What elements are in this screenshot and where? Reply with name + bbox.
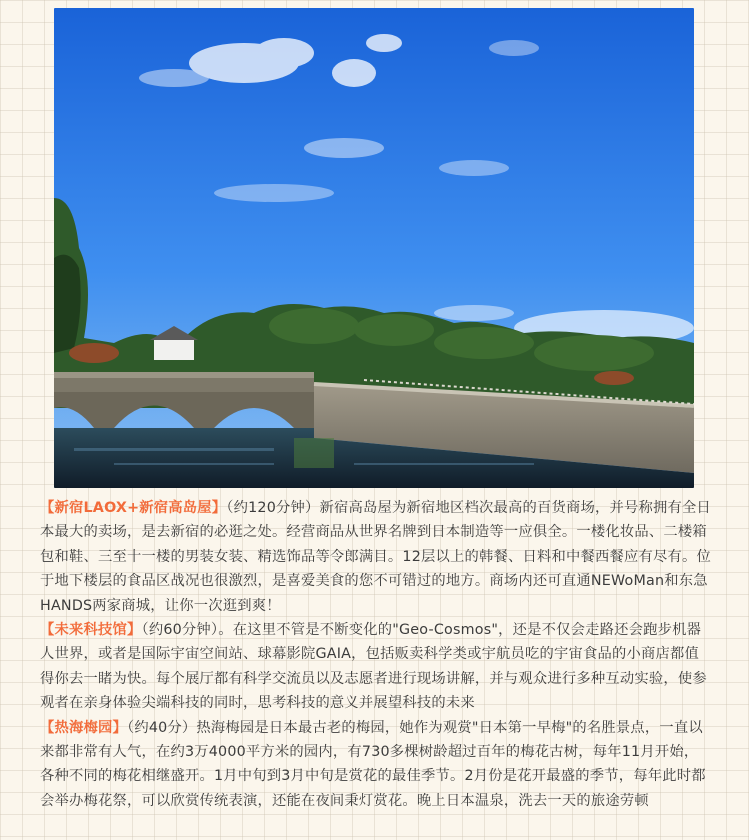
section-heading: 【新宿LAOX+新宿高岛屋】 xyxy=(40,500,227,516)
section-body: （约60分钟）。在这里不管是不断变化的"Geo-Cosmos"，还是不仅会走路还会跑步机器人世界，或者是国际宇宙空间站、球幕影院GAIA，包括贩卖科学类或宇航员吃的宇宙食品的小商店都值得你去一睹为快。每个展厅都有科学交流员以及志愿者进行现场讲解，并与观众进行多种互动实验，使参观者在亲身体验尖端科技的同时，思考科技的意义并展望科技的未来 xyxy=(40,622,707,712)
section-heading: 【未来科技馆】 xyxy=(40,622,142,639)
section-atami-baien xyxy=(40,716,712,814)
section-body: （约120分钟）新宿高岛屋为新宿地区档次最高的百货商场，并号称拥有全日本最大的卖场，是去新宿的必逛之处。经营商品从世界名牌到日本制造等一应俱全。一楼化妆品、二楼箱包和鞋、三至十一楼的男装女装、精选饰品等令郎满目。12层以上的韩餐、日料和中餐西餐应有尽有。位于地下楼层的食品区战况也很激烈，是喜爱美食的您不可错过的地方。商场内还可直通NEWoMan和东急HANDS两家商城，让你一次逛到爽！ xyxy=(40,500,711,614)
section-heading: 【热海梅园】 xyxy=(40,719,127,736)
section-body: （约40分）热海梅园是日本最古老的梅园，她作为观赏"日本第一早梅"的名胜景点，一直以来都非常有人气，在约3万4000平方米的园内，有730多棵树龄超过百年的梅花古树，每年11月开始，各种不同的梅花相继盛开。1月中旬到3月中旬是赏花的最佳季节。2月份是花开最盛的季节，每年此时都会举办梅花祭，可以欣赏传统表演，还能在夜间秉灯赏花。晚上日本温泉，洗去一天的旅途劳顿 xyxy=(40,719,706,809)
section-shinjuku xyxy=(40,496,712,618)
article-text xyxy=(40,496,712,813)
landscape-photo xyxy=(54,8,694,488)
landscape-photo-illustration xyxy=(54,8,694,488)
section-miraikan xyxy=(40,618,712,716)
